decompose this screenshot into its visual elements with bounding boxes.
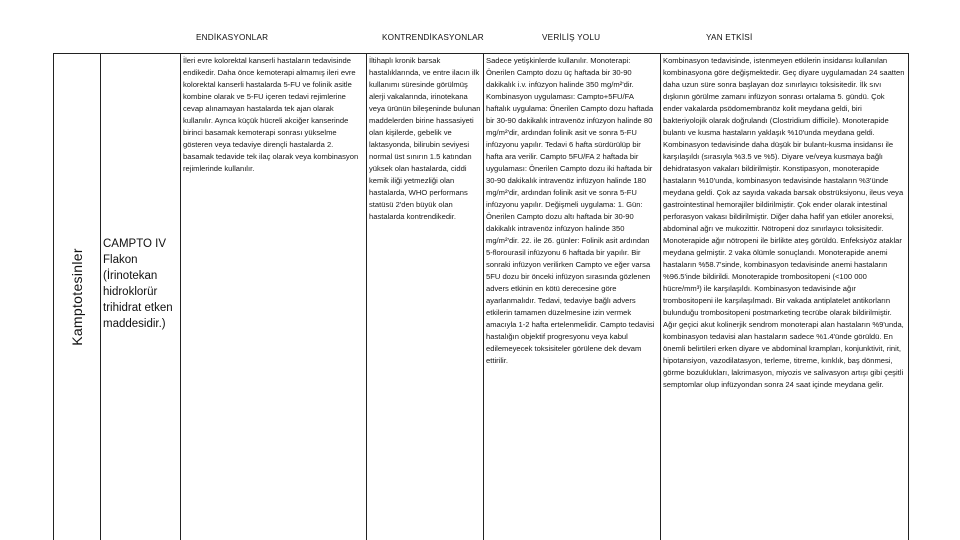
drug-name: CAMPTO IV Flakon (İrinotekan hidroklorür trihidrat etken maddesidir.) (103, 238, 173, 330)
header-route: VERİLİŞ YOLU (542, 33, 601, 42)
indications-cell: İleri evre kolorektal kanserli hastaların tedavisinde endikedir. Daha önce kemoterapi almamış ileri evre kolorektal kanserli hastalarda 5-FU ve folinik asitle kombine olarak ve 5-FU içeren tedavi rejimlerine cevap alınamayan hastalarda tek ajan olarak kullanılır. Ayrıca küçük hücreli akciğer kanserinde birinci basamak kemoterapi sonrası yükselme gösteren veya tedaviye dirençli hastalarda 2. basamak tedavide tek ilaç olarak veya kombinasyon rejimlerinde kullanılır. (183, 56, 359, 173)
header-side-effects: YAN ETKİSİ (706, 33, 753, 42)
header-indications: ENDİKASYONLAR (196, 33, 269, 42)
table-divider (660, 53, 661, 540)
header-contraindications: KONTRENDİKASYONLAR (382, 33, 484, 42)
side-effects-cell: Kombinasyon tedavisinde, istenmeyen etkilerin insidansı kullanılan kombinasyona göre değişmektedir. Geç diyare uygulamadan 24 saatten daha uzun süre sonra başlayan doz sınırlayıcı toksisitedir. İlk sıvı dışkının görülme zamanı infüzyon sonrası ortalama 5. gündü. Çok ender vakalarda psödomembranöz kolit meydana geldi, biri bakteriyolojik olarak doğrulandı (Clostridium difficile). Monoterapide bulantı ve kusma hastaların yaklaşık %10'unda meydana geldi. Kombinasyon tedavisinde daha düşük bir bulantı-kusma insidansı ile karşılaşıldı (sırasıyla %3.5 ve %5). Diyare ve/veya kusmaya bağlı dehidratasyon vakaları bildirilmiştir. Konstipasyon, monoterapide hastaların %10'unda, kombinasyon tedavisinde hastaların %3'ünde meydana geldi. Çok az sayıda vakada barsak obstrüksiyonu, ileus veya gastrointestinal hemorajiler bildirilmiştir. Çok ender olarak intestinal perforasyon vakası bildirilmiştir. Diğer daha hafif yan etkiler anoreksi, abdominal ağrı ve mukozittir. Nötropeni doz sınırlayıcı toksisitedir. Monoterapide ağır nötropeni ile birlikte ateş görüldü. Enfeksiyöz ataklar meydana gelmiştir. 2 vaka ölümle sonuçlandı. Monoterapide anemi hastaların %58.7'sinde, kombinasyon tedavisinde anemi hastaların %96.5'inde bildirildi. Monoterapide trombositopeni (<100 000 hücre/mm³) ile karşılaşıldı. Kombinasyon tedavisinde ağır trombositopeni ile karşılaşılmadı. Bir vakada antiplatelet antikorların bulunduğu trombositopeni postmarketing tecrübe olarak bildirilmiştir. Ağır geçici akut kolinerjik sendrom monoterapi alan hastaların %9'unda, kombinasyon tedavisi alan hastaların sadece %1.4'ünde görüldü. En önemli belirtileri erken diyare ve abdominal krampları, konjunktivit, rinit, hipotansiyon, vazodilatasyon, terleme, titreme, kırıklık, baş dönmesi, görme bozuklukları, lakrimasyon, miyozis ve salivasyon artışı gibi çeşitli semptomlar olup infüzyondan sonra 24 saat içinde meydana gelir. (663, 56, 905, 389)
contraindications-cell: İltihaplı kronik barsak hastalıklarında, ve entre ilacın ilk kullanımı süresinde görülmüş alerji vakalarında, irinotekana veya ürünün bileşeninde bulunan maddelerden birine hassasiyeti olan kişilerde, gebelik ve laktasyonda, bilirubin seviyesi normal üst sınırın 1.5 katından yüksek olan hastalarda, ciddi kemik iliği yetmezliği olan hastalarda, WHO performans statüsü 2'den büyük olan hastalarda kontrendikedir. (369, 56, 481, 221)
table-divider (483, 53, 484, 540)
drug-group-cell (53, 53, 100, 540)
table-divider (180, 53, 181, 540)
drug-group-label: Kamptotesinler (68, 247, 85, 346)
route-cell: Sadece yetişkinlerde kullanılır. Monoterapi: Önerilen Campto dozu üç haftada bir 30-90 dakikalık i.v. infüzyon halinde 350 mg/m²'dir. Kombinasyon uygulaması: Campto+5FU/FA haftalık uygulama: Önerilen Campto dozu haftada bir 30-90 dakikalık intravenöz infüzyon halinde 80 mg/m²'dir, ardından folinik asit ve sonra 5-FU infüzyonu yapılır. Tedavi 6 hafta sürdürülüp bir hafta ara verilir. Campto 5FU/FA 2 haftada bir uygulaması: Önerilen Campto dozu iki haftada bir 30-90 dakikalık intravenöz infüzyon halinde 180 mg/m²'dir, ardından folinik asit ve sonra 5-FU infüzyonu yapılır. Değişmeli uygulama: 1. Gün: Önerilen Campto dozu altı haftada bir 30-90 dakikalık intravenöz infüzyon halinde 350 mg/m²'dir. 22. ile 26. günler: Folinik asit ardından 5-florourasil infüzyonu 6 haftada bir yapılır. Bir sonraki infüzyon verilirken Campto ve eğer varsa 5FU dozu bir önceki infüzyon sırasında gözlenen advers etkinin en kötü derecesine göre ayarlanmalıdır. Tedavi, tedaviye bağlı advers etkilerin tamamen düzelmesine izin vermek amacıyla 1-2 hafta ertelenmelidir. Campto tedavisi hastalığın objektif progresyonu veya kabul edilemeyecek toksisiteler görülene dek devam ettirilir. (486, 56, 655, 365)
table-divider (366, 53, 367, 540)
table-divider (908, 53, 909, 540)
table-top-border (53, 53, 909, 54)
table-divider (100, 53, 101, 540)
